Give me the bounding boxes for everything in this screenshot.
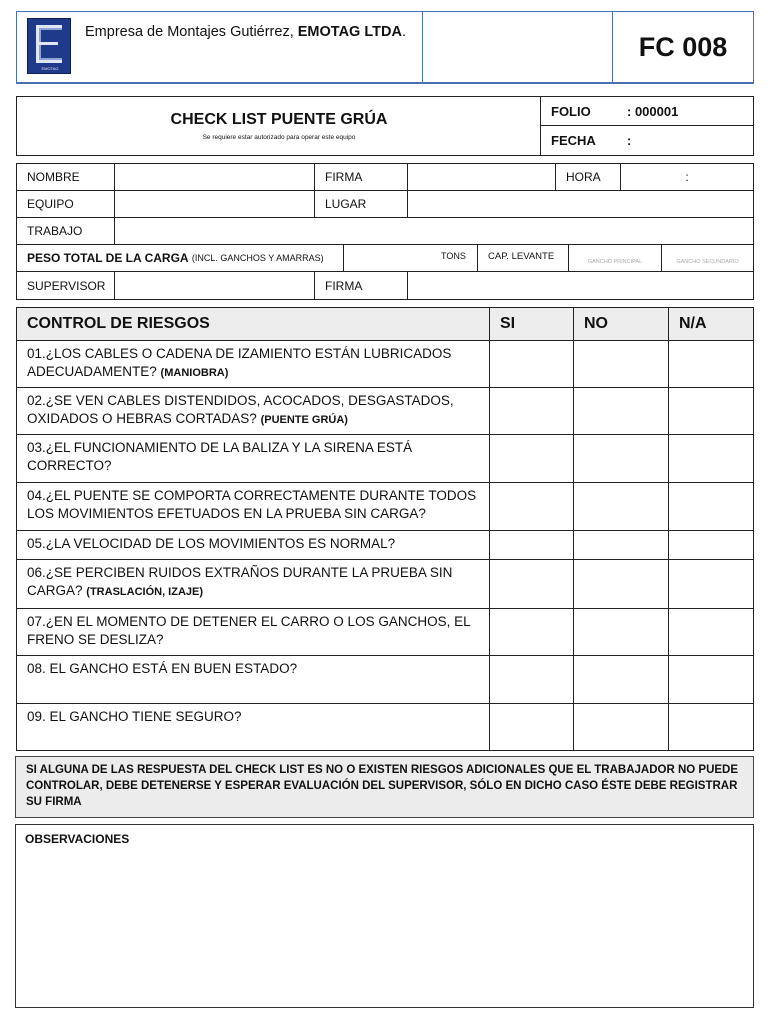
nombre-label: NOMBRE <box>16 163 115 191</box>
no-checkbox[interactable] <box>573 655 669 704</box>
no-checkbox[interactable] <box>573 530 669 560</box>
risk-question: 07.¿EN EL MOMENTO DE DETENER EL CARRO O LOS GANCHOS, EL FRENO SE DESLIZA? <box>16 608 490 656</box>
peso-note: (INCL. GANCHOS Y AMARRAS) <box>191 253 324 263</box>
observations-label: OBSERVACIONES <box>25 832 130 846</box>
company-brand: EMOTAG LTDA <box>297 24 402 40</box>
na-checkbox[interactable] <box>668 703 754 751</box>
col-si-header: SI <box>489 307 574 341</box>
folio-value: : 000001 <box>627 104 679 119</box>
no-checkbox[interactable] <box>573 703 669 751</box>
risk-question: 02.¿SE VEN CABLES DISTENDIDOS, ACOCADOS, DESGASTADOS, OXIDADOS O HEBRAS CORTADAS? (PUENTE GRÚA) <box>16 387 490 435</box>
risk-question: 03.¿EL FUNCIONAMIENTO DE LA BALIZA Y LA SIRENA ESTÁ CORRECTO? <box>16 434 490 483</box>
si-checkbox[interactable] <box>489 482 574 531</box>
hora-field[interactable]: : <box>620 163 754 191</box>
folio-row <box>541 97 753 126</box>
supervisor-field[interactable] <box>114 271 315 300</box>
company-logo <box>27 18 71 74</box>
logo-caption: EMOTAG <box>41 66 59 71</box>
na-checkbox[interactable] <box>668 530 754 560</box>
supervisor-label: SUPERVISOR <box>16 271 115 300</box>
risk-question: 09. EL GANCHO TIENE SEGURO? <box>16 703 490 751</box>
form-header <box>16 11 754 84</box>
si-checkbox[interactable] <box>489 387 574 435</box>
si-checkbox[interactable] <box>489 434 574 483</box>
lugar-label: LUGAR <box>314 190 408 218</box>
company-cell <box>17 12 423 83</box>
no-checkbox[interactable] <box>573 387 669 435</box>
trabajo-label: TRABAJO <box>16 217 115 245</box>
na-checkbox[interactable] <box>668 559 754 609</box>
folio-label: FOLIO <box>551 104 591 119</box>
no-checkbox[interactable] <box>573 482 669 531</box>
firma-supervisor-field[interactable] <box>407 271 754 300</box>
risk-question: 04.¿EL PUENTE SE COMPORTA CORRECTAMENTE DURANTE TODOS LOS MOVIMIENTOS EFETUADOS EN LA PRUEBA SIN CARGA? <box>16 482 490 531</box>
equipo-label: EQUIPO <box>16 190 115 218</box>
company-name: Empresa de Montajes Gutiérrez, EMOTAG LTDA. <box>85 24 406 40</box>
supervisor-notice: SI ALGUNA DE LAS RESPUESTA DEL CHECK LIST ES NO O EXISTEN RIESGOS ADICIONALES QUE EL TRABAJADOR NO PUEDE CONTROLAR, DEBE DETENERSE Y ESPERAR EVALUACIÓN DEL SUPERVISOR, SÓLO EN DICHO CASO ÉSTE DEBE REGISTRAR SU FIRMA <box>15 756 754 818</box>
risk-question: 06.¿SE PERCIBEN RUIDOS EXTRAÑOS DURANTE LA PRUEBA SIN CARGA? (TRASLACIÓN, IZAJE) <box>16 559 490 609</box>
title-block <box>16 96 754 156</box>
no-checkbox[interactable] <box>573 340 669 388</box>
no-checkbox[interactable] <box>573 559 669 609</box>
firma-label: FIRMA <box>314 163 408 191</box>
tons-label: TONS <box>441 251 466 261</box>
gancho-secundario-field[interactable]: GANCHO SECUNDARIO <box>661 244 754 272</box>
observations-box[interactable] <box>15 824 754 1008</box>
na-checkbox[interactable] <box>668 482 754 531</box>
peso-label: PESO TOTAL DE LA CARGA (INCL. GANCHOS Y AMARRAS) <box>16 244 344 272</box>
gancho-principal-field[interactable]: GANCHO PRINCIPAL <box>568 244 662 272</box>
equipo-field[interactable] <box>114 190 315 218</box>
cap-levante-label: CAP. LEVANTE <box>477 244 569 272</box>
na-checkbox[interactable] <box>668 340 754 388</box>
risk-question: 08. EL GANCHO ESTÁ EN BUEN ESTADO? <box>16 655 490 704</box>
no-checkbox[interactable] <box>573 434 669 483</box>
form-code-cell <box>613 12 753 83</box>
na-checkbox[interactable] <box>668 387 754 435</box>
si-checkbox[interactable] <box>489 340 574 388</box>
si-checkbox[interactable] <box>489 703 574 751</box>
trabajo-field[interactable] <box>114 217 754 245</box>
fecha-value: : <box>627 133 632 148</box>
col-na-header: N/A <box>668 307 754 341</box>
form-code: FC 008 <box>638 32 728 62</box>
fecha-row <box>541 126 753 155</box>
si-checkbox[interactable] <box>489 655 574 704</box>
no-checkbox[interactable] <box>573 608 669 656</box>
lugar-field[interactable] <box>407 190 754 218</box>
control-riesgos-header: CONTROL DE RIESGOS <box>16 307 490 341</box>
si-checkbox[interactable] <box>489 530 574 560</box>
na-checkbox[interactable] <box>668 434 754 483</box>
si-checkbox[interactable] <box>489 559 574 609</box>
na-checkbox[interactable] <box>668 655 754 704</box>
peso-field[interactable] <box>343 244 478 272</box>
firma-field[interactable] <box>407 163 556 191</box>
page-subtitle: Se requiere estar autorizado para operar este equipo <box>202 134 356 141</box>
fecha-label: FECHA <box>551 133 596 148</box>
risk-question: 01.¿LOS CABLES O CADENA DE IZAMIENTO ESTÁN LUBRICADOS ADECUADAMENTE? (MANIOBRA) <box>16 340 490 388</box>
risk-question: 05.¿LA VELOCIDAD DE LOS MOVIMIENTOS ES NORMAL? <box>16 530 490 560</box>
page-title: CHECK LIST PUENTE GRÚA <box>170 111 388 128</box>
na-checkbox[interactable] <box>668 608 754 656</box>
hora-label: HORA <box>555 163 621 191</box>
nombre-field[interactable] <box>114 163 315 191</box>
firma-supervisor-label: FIRMA <box>314 271 408 300</box>
col-no-header: NO <box>573 307 669 341</box>
si-checkbox[interactable] <box>489 608 574 656</box>
header-blank-cell <box>423 12 613 83</box>
